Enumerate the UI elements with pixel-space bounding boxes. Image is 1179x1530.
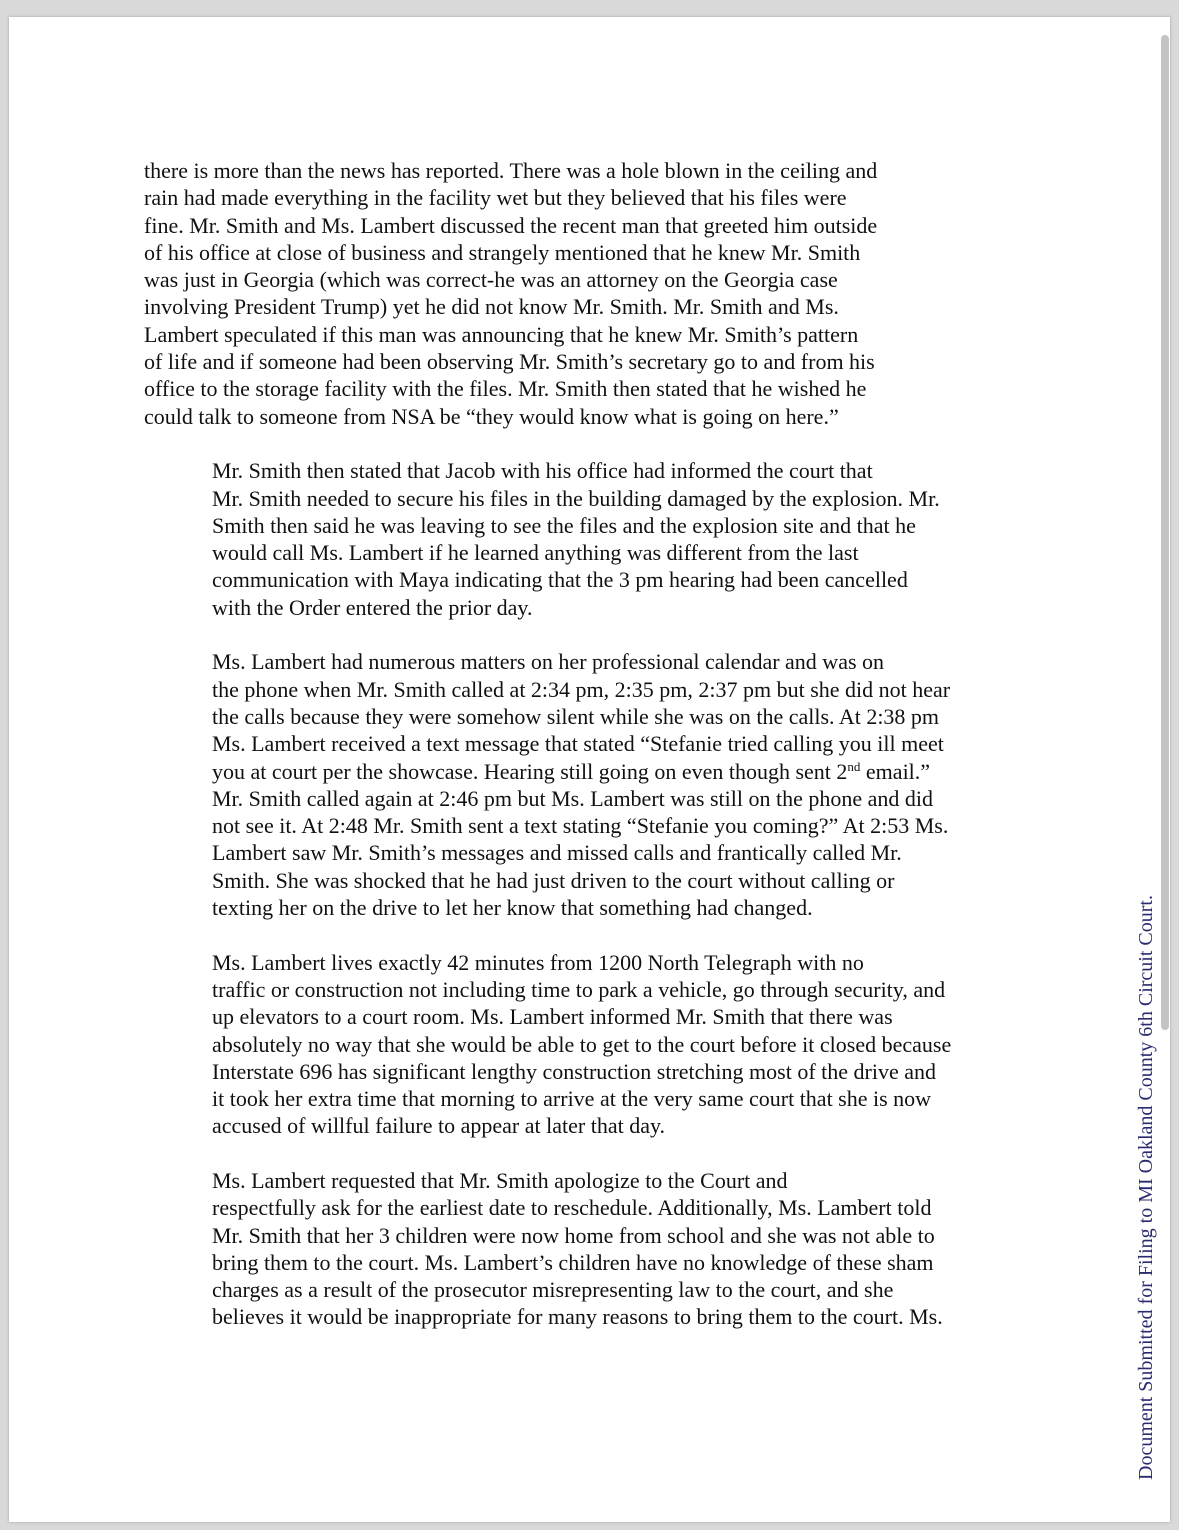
text-line: it took her extra time that morning to arrive at the very same court that she is now	[212, 1086, 932, 1112]
text-line: Lambert saw Mr. Smith’s messages and missed calls and frantically called Mr.	[212, 840, 902, 866]
text-line: communication with Maya indicating that the 3 pm hearing had been cancelled	[212, 567, 908, 593]
text-line: office to the storage facility with the files. Mr. Smith then stated that he wished he	[144, 376, 867, 402]
text-line: would call Ms. Lambert if he learned anything was different from the last	[212, 540, 859, 566]
text-line: of life and if someone had been observing Mr. Smith’s secretary go to and from his	[144, 349, 875, 375]
text-line: traffic or construction not including time to park a vehicle, go through security, and	[212, 976, 946, 1002]
text-line: not see it. At 2:48 Mr. Smith sent a text stating “Stefanie you coming?” At 2:53 Ms.	[212, 813, 949, 839]
document-page	[9, 17, 1170, 1522]
text-line: rain had made everything in the facility wet but they believed that his files were	[144, 185, 847, 211]
text-line: absolutely no way that she would be able to get to the court before it closed because	[212, 1031, 952, 1057]
text-line-with-superscript	[144, 758, 1049, 785]
text-line: Mr. Smith called again at 2:46 pm but Ms. Lambert was still on the phone and did	[212, 785, 934, 811]
text-line: of his office at close of business and strangely mentioned that he knew Mr. Smith	[144, 239, 861, 265]
document-body	[144, 157, 1049, 1358]
text-line: Lambert speculated if this man was announcing that he knew Mr. Smith’s pattern	[144, 321, 859, 347]
text-line: texting her on the drive to let her know that something had changed.	[212, 895, 813, 921]
text-line: was just in Georgia (which was correct-he was an attorney on the Georgia case	[144, 267, 838, 293]
paragraph-3	[144, 648, 1049, 921]
text-line: Mr. Smith needed to secure his files in the building damaged by the explosion. Mr.	[212, 485, 940, 511]
text-line: Mr. Smith that her 3 children were now home from school and she was not able to	[212, 1222, 935, 1248]
text-line: respectfully ask for the earliest date to reschedule. Additionally, Ms. Lambert told	[212, 1195, 932, 1221]
text-line: charges as a result of the prosecutor misrepresenting law to the court, and she	[212, 1277, 894, 1303]
vertical-scrollbar[interactable]	[1161, 35, 1169, 1030]
text-line: Ms. Lambert had numerous matters on her professional calendar and was on	[212, 649, 885, 675]
text-line: there is more than the news has reported. There was a hole blown in the ceiling and	[144, 158, 878, 183]
text-line: accused of willful failure to appear at later that day.	[212, 1113, 666, 1139]
text-line: Ms. Lambert lives exactly 42 minutes from 1200 North Telegraph with no	[212, 949, 864, 975]
filing-stamp: Document Submitted for Filing to MI Oakland County 6th Circuit Court.	[1135, 895, 1157, 1480]
text-line: with the Order entered the prior day.	[212, 594, 533, 620]
text-line: could talk to someone from NSA be “they would know what is going on here.”	[144, 403, 839, 429]
paragraph-1	[144, 157, 1049, 430]
text-line: Ms. Lambert requested that Mr. Smith apologize to the Court and	[212, 1167, 788, 1193]
text-line: involving President Trump) yet he did not know Mr. Smith. Mr. Smith and Ms.	[144, 294, 839, 320]
text-line: up elevators to a court room. Ms. Lambert informed Mr. Smith that there was	[212, 1004, 893, 1030]
text-line: believes it would be inappropriate for many reasons to bring them to the court. Ms.	[212, 1304, 943, 1330]
text-line: Ms. Lambert received a text message that stated “Stefanie tried calling you ill meet	[212, 731, 944, 757]
text-line: Interstate 696 has significant lengthy construction stretching most of the drive and	[212, 1058, 936, 1084]
line-segment: email.”	[860, 758, 931, 784]
paragraph-4	[144, 949, 1049, 1140]
text-line: Smith. She was shocked that he had just driven to the court without calling or	[212, 867, 895, 893]
superscript-ordinal: nd	[847, 758, 861, 774]
line-segment: you at court per the showcase. Hearing still going on even though sent 2	[212, 758, 848, 784]
text-line: fine. Mr. Smith and Ms. Lambert discussed the recent man that greeted him outside	[144, 212, 878, 238]
paragraph-5	[144, 1167, 1049, 1331]
text-line: Mr. Smith then stated that Jacob with his office had informed the court that	[212, 458, 873, 484]
text-line: the phone when Mr. Smith called at 2:34 pm, 2:35 pm, 2:37 pm but she did not hear	[212, 676, 951, 702]
paragraph-2	[144, 457, 1049, 621]
text-line: bring them to the court. Ms. Lambert’s children have no knowledge of these sham	[212, 1249, 934, 1275]
text-line: Smith then said he was leaving to see the files and the explosion site and that he	[212, 512, 916, 538]
text-line: the calls because they were somehow silent while she was on the calls. At 2:38 pm	[212, 703, 940, 729]
